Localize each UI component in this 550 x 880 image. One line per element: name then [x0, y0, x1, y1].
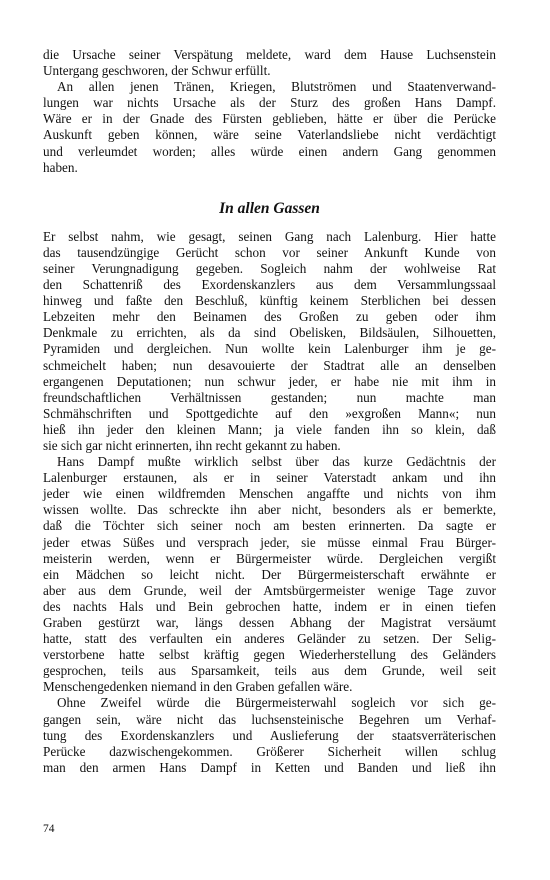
text-line: Untergang geschworen, der Schwur erfüllt. — [43, 63, 271, 79]
paragraph — [43, 79, 496, 176]
text-line: Hans Dampf mußte wirklich selbst über das kurze Gedächtnis der — [57, 454, 496, 470]
text-line: Schmähschriften und Spottgedichte auf den »exgroßen Mann«; nun — [43, 405, 496, 421]
text-line: hatte, statt des verfaulten ein anderes Geländer zu setzen. Der Selig- — [43, 631, 496, 647]
text-line: hieß ihn jeder den kleinen Mann; ja viele fanden ihn so klein, daß — [43, 421, 496, 437]
text-line: daß die Töchter sich seiner noch am besten erinnerten. Da sagte er — [43, 518, 496, 534]
text-line: lungen war nichts Ursache als der Sturz des großen Hans Dampf. — [43, 95, 496, 111]
section-heading: In allen Gassen — [219, 199, 320, 217]
text-line: meisterin werden, wenn er Bürgermeister würde. Dergleichen vergißt — [43, 550, 496, 566]
paragraph — [43, 695, 496, 775]
text-line: jeder etwas Süßes und versprach jeder, sie müsse einmal Frau Bürger- — [43, 534, 496, 550]
text-line: jeder wie einen wildfremden Menschen angaffte und nichts von ihm — [43, 486, 496, 502]
text-line: Er selbst nahm, wie gesagt, seinen Gang nach Lalenburg. Hier hatte — [43, 228, 496, 244]
text-line: Menschengedenken niemand in den Graben gefallen wäre. — [43, 679, 353, 695]
text-line: Lebzeiten mehr den Beinamen des Großen zu geben oder ihm — [43, 309, 496, 325]
text-line: Denkmale zu errichten, als da sind Obelisken, Bildsäulen, Silhouetten, — [43, 325, 496, 341]
text-line: seiner Verungnadigung gegeben. Sogleich nahm der wohlweise Rat — [43, 260, 496, 276]
text-line: den Schattenriß des Exordenskanzlers aus dem Versammlungssaal — [43, 277, 496, 293]
text-line: verstorbene hatte selbst kräftig gegen Wiederherstellung des Geländers — [43, 647, 496, 663]
text-line: ergangenen Deputationen; nun schwur jeder, er habe nie mit ihm in — [43, 373, 496, 389]
text-line: aber aus dem Grunde, weil der Amtsbürgermeister wenige Tage zuvor — [43, 582, 496, 598]
text-line: tung des Exordenskanzlers und Auslieferung der staatsverräterischen — [43, 727, 496, 743]
text-line: freundschaftlichen Verhältnissen gestanden; nun machte man — [43, 389, 496, 405]
text-block-after-heading — [43, 229, 496, 776]
text-line: und verleumdet worden; alles würde einen andern Gang genommen — [43, 143, 496, 159]
paragraph — [43, 47, 496, 79]
text-line: ein Mädchen so leicht nicht. Der Bürgermeisterschaft erwähnte er — [43, 566, 496, 582]
text-line: gesprochen, teils aus Sparsamkeit, teils aus dem Grunde, weil seit — [43, 663, 496, 679]
text-line: An allen jenen Tränen, Kriegen, Blutströmen und Staatenverwand- — [57, 79, 496, 95]
text-line: man den armen Hans Dampf in Ketten und Banden und ließ ihn — [43, 759, 496, 775]
paragraph — [43, 229, 496, 454]
text-line: gangen sein, wäre nicht das luchsensteinische Begehren um Verhaf- — [43, 711, 496, 727]
text-block-before-heading — [43, 47, 496, 176]
text-line: schmeichelt haben; nun desavouierte der Stadtrat alle an denselben — [43, 357, 496, 373]
text-line: haben. — [43, 159, 78, 175]
text-line: wissen wollte. Das schreckte ihn aber nicht, besonders als er bemerkte, — [43, 502, 496, 518]
text-line: Wäre er in der Gnade des Fürsten geblieben, hätte er über die Perücke — [43, 111, 496, 127]
text-line: Perücke dazwischengekommen. Größerer Sicherheit willen schlug — [43, 743, 496, 759]
text-line: Pyramiden und dergleichen. Nun wollte kein Lalenburger ihm je ge- — [43, 341, 496, 357]
text-line: sie sich gar nicht erinnerten, ihn recht gekannt zu haben. — [43, 437, 341, 453]
text-line: Graben gestürzt war, längs dessen Abhang der Magistrat versäumt — [43, 615, 496, 630]
paragraph — [43, 454, 496, 695]
text-line: das tausendzüngige Gerücht schon vor seiner Ankunft Kunde von — [43, 244, 496, 260]
text-line: die Ursache seiner Verspätung meldete, ward dem Hause Luchsenstein — [43, 47, 496, 62]
text-line: Lalenburger erstaunen, als er in seiner Vaterstadt ankam und ihn — [43, 470, 496, 486]
text-line: des nachts Hals und Bein gebrochen hatte, indem er in einen tiefen — [43, 598, 496, 614]
book-page — [43, 47, 496, 776]
text-line: Auskunft geben können, wäre seine Vaterlandsliebe nicht verdächtigt — [43, 127, 496, 143]
text-line: Ohne Zweifel würde die Bürgermeisterwahl sogleich vor sich ge- — [57, 695, 496, 711]
page-number: 74 — [43, 823, 55, 835]
text-line: hinweg und faßte den Beschluß, künftig keinem Sterblichen bei dessen — [43, 293, 496, 309]
